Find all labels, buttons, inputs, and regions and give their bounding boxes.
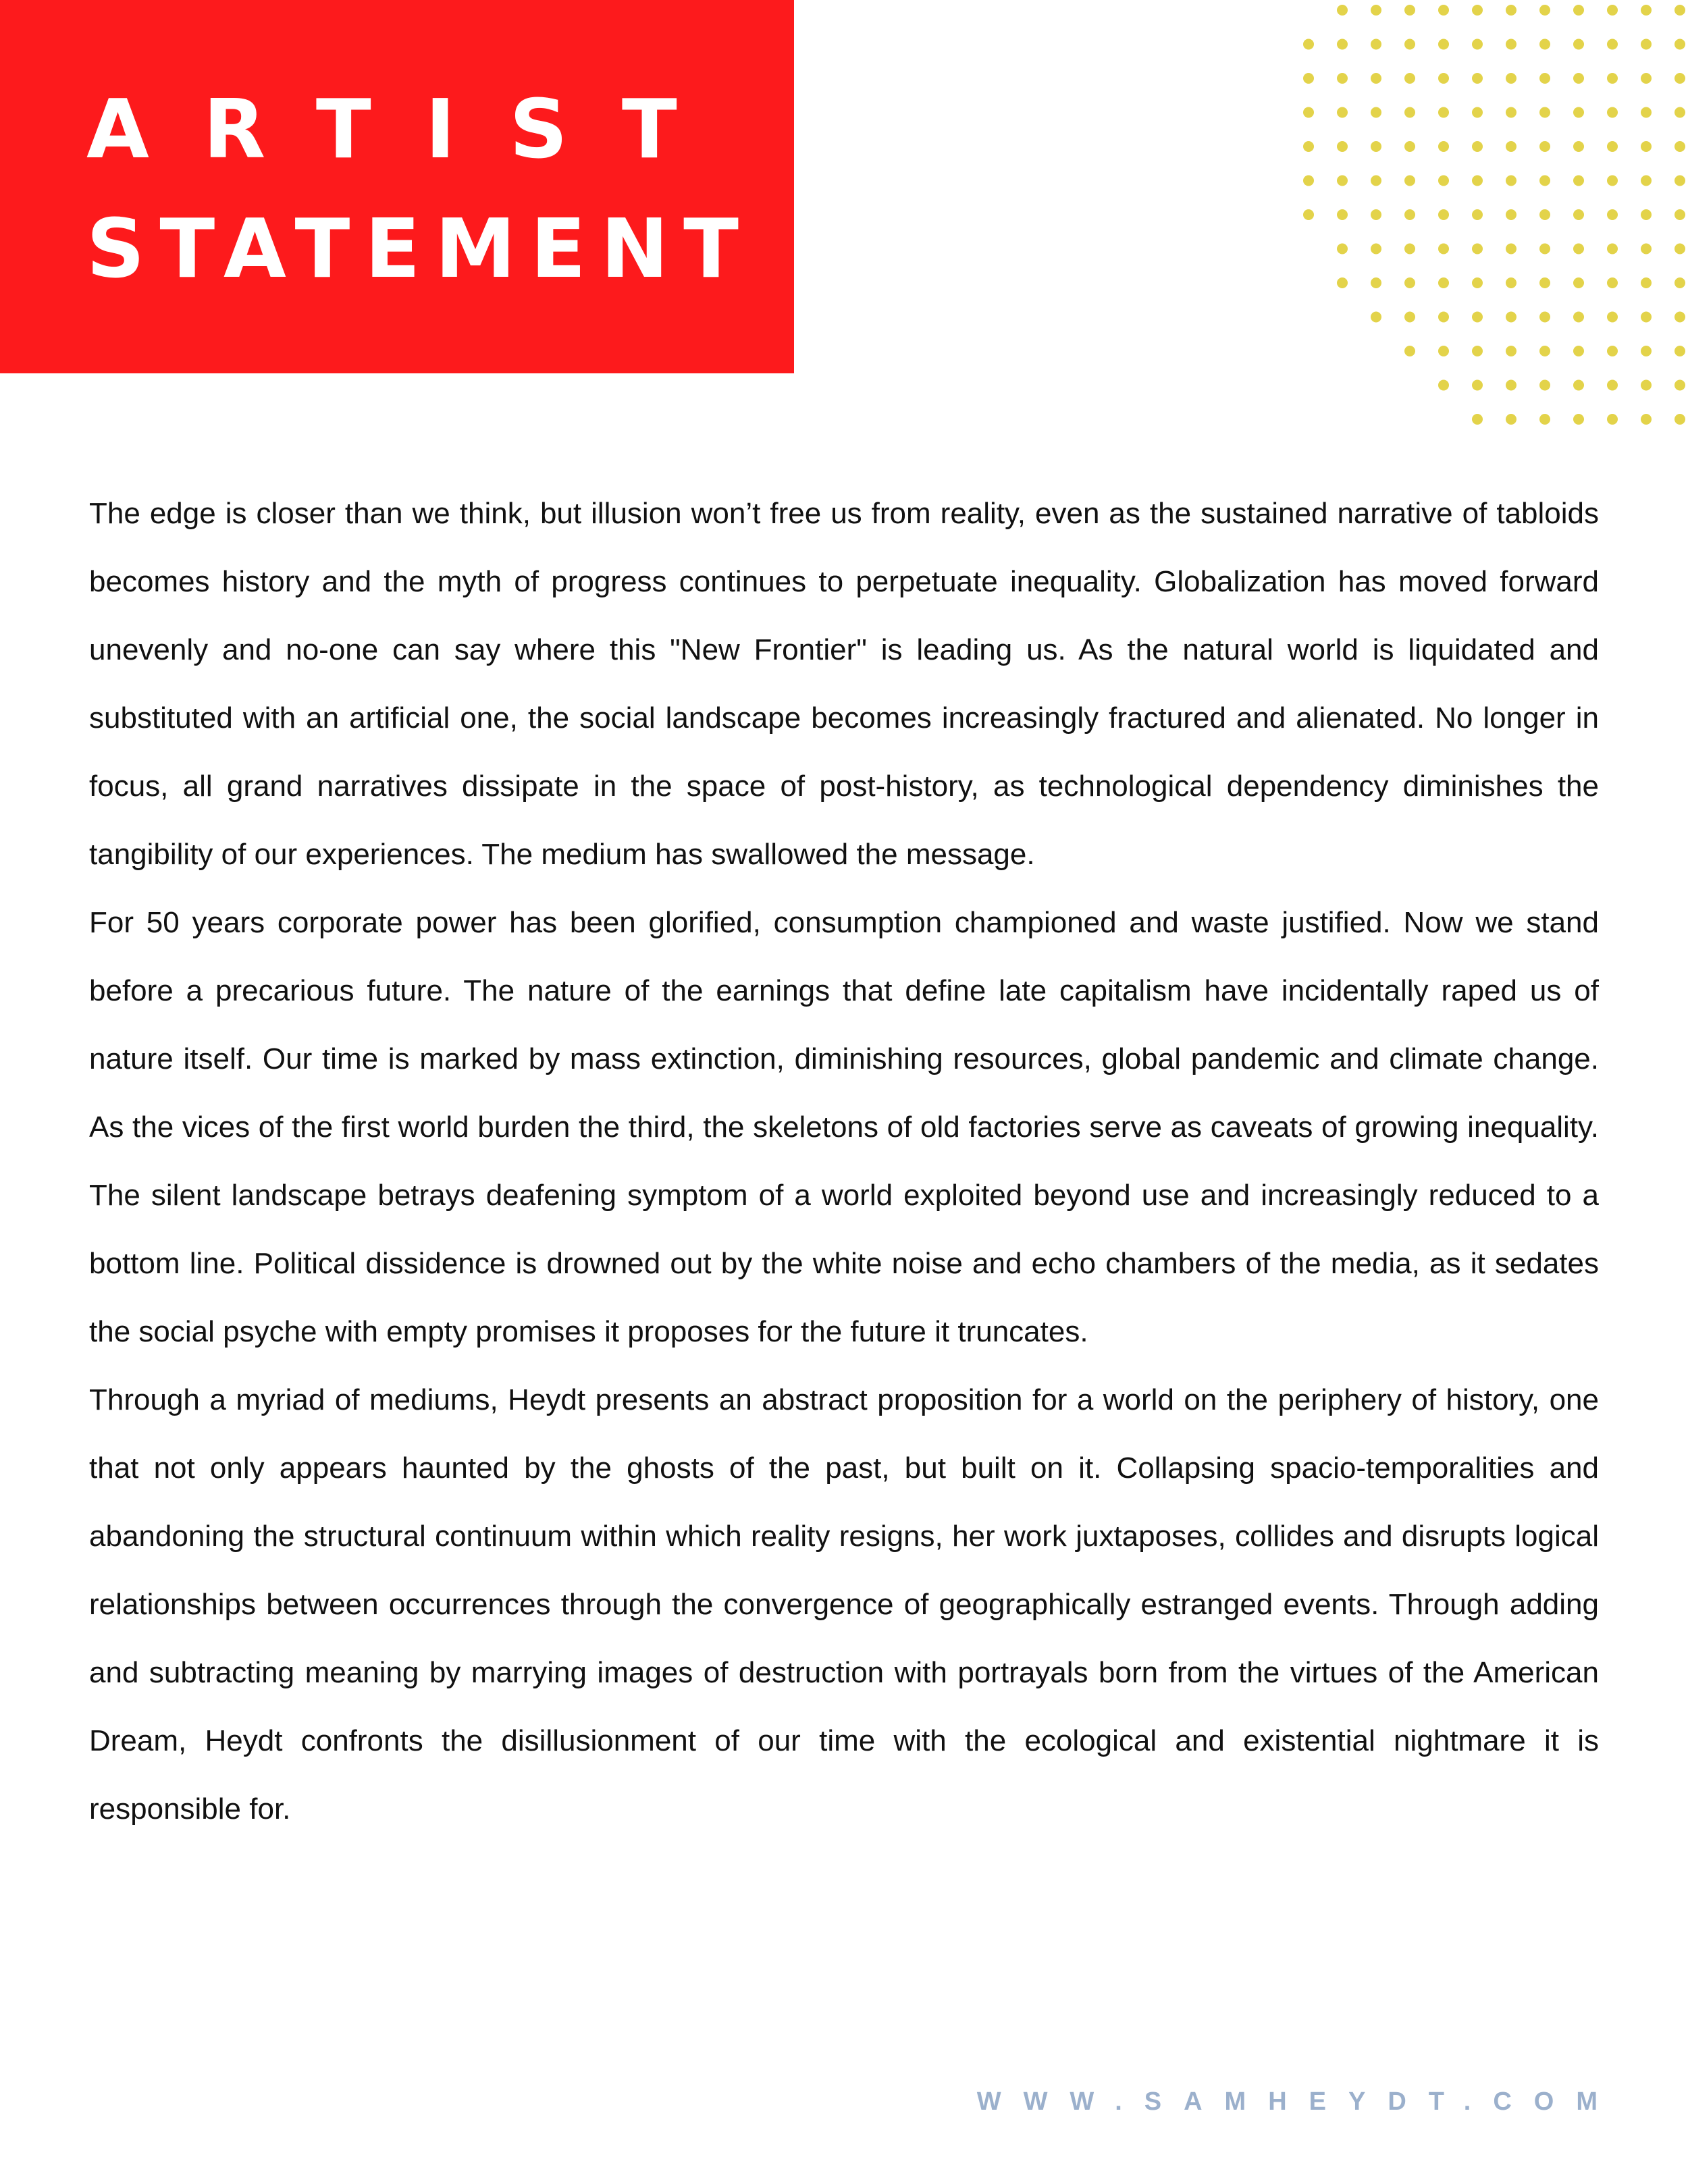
decorative-dot bbox=[1472, 346, 1483, 356]
decorative-dot bbox=[1472, 107, 1483, 118]
decorative-dot bbox=[1674, 209, 1685, 220]
statement-paragraph: For 50 years corporate power has been glorified, consumption championed and waste justified. Now we stand before a precarious future. The nature of the earnings that define late capitalism have incidentally raped us of nature itself. Our time is marked by mass extinction, diminishing resources, global pandemic and climate change. As the vices of the first world burden the third, the skeletons of old factories serve as caveats of growing inequality. The silent landscape betrays deafening symptom of a world exploited beyond use and increasingly reduced to a bottom line. Political dissidence is drowned out by the white noise and echo chambers of the media, as it sedates the social psyche with empty promises it proposes for the future it truncates. bbox=[89, 906, 1599, 1348]
decorative-dot bbox=[1674, 73, 1685, 84]
decorative-dot bbox=[1337, 5, 1348, 16]
decorative-dot bbox=[1438, 312, 1449, 323]
decorative-dot bbox=[1404, 277, 1415, 288]
decorative-dot bbox=[1438, 244, 1449, 255]
decorative-dot bbox=[1506, 73, 1516, 84]
decorative-dot bbox=[1506, 209, 1516, 220]
decorative-dot bbox=[1438, 107, 1449, 118]
decorative-dot bbox=[1607, 312, 1618, 323]
decorative-dot bbox=[1674, 39, 1685, 50]
decorative-dot bbox=[1539, 380, 1550, 391]
decorative-dot bbox=[1337, 209, 1348, 220]
decorative-dot bbox=[1506, 277, 1516, 288]
decorative-dot bbox=[1674, 141, 1685, 152]
title-line-artist: ARTIST bbox=[86, 83, 731, 177]
decorative-dot bbox=[1303, 73, 1314, 84]
decorative-dot bbox=[1472, 5, 1483, 16]
decorative-dot bbox=[1607, 39, 1618, 50]
decorative-dot bbox=[1472, 312, 1483, 323]
decorative-dot bbox=[1303, 141, 1314, 152]
decorative-dot bbox=[1539, 73, 1550, 84]
decorative-dot bbox=[1506, 39, 1516, 50]
decorative-dot bbox=[1573, 346, 1584, 356]
decorative-dot bbox=[1607, 209, 1618, 220]
decorative-dot bbox=[1607, 107, 1618, 118]
decorative-dot bbox=[1371, 277, 1381, 288]
decorative-dot bbox=[1337, 141, 1348, 152]
decorative-dot bbox=[1438, 73, 1449, 84]
decorative-dot bbox=[1674, 312, 1685, 323]
decorative-dot bbox=[1404, 5, 1415, 16]
decorative-dot bbox=[1607, 5, 1618, 16]
decorative-dot bbox=[1607, 176, 1618, 186]
decorative-dot bbox=[1573, 312, 1584, 323]
decorative-dot bbox=[1472, 380, 1483, 391]
decorative-dot bbox=[1404, 39, 1415, 50]
decorative-dot bbox=[1641, 73, 1652, 84]
decorative-dot bbox=[1573, 141, 1584, 152]
decorative-dot bbox=[1573, 39, 1584, 50]
decorative-dot bbox=[1337, 39, 1348, 50]
decorative-dot bbox=[1539, 414, 1550, 425]
decorative-dot bbox=[1674, 244, 1685, 255]
decorative-dot bbox=[1573, 5, 1584, 16]
decorative-dot bbox=[1472, 39, 1483, 50]
decorative-dot bbox=[1539, 244, 1550, 255]
decorative-dot bbox=[1371, 73, 1381, 84]
decorative-dot bbox=[1404, 209, 1415, 220]
title-line-statement: STATEMENT bbox=[86, 203, 754, 296]
decorative-dot bbox=[1641, 244, 1652, 255]
statement-paragraph: Through a myriad of mediums, Heydt presents an abstract proposition for a world on the periphery of history, one that not only appears haunted by the ghosts of the past, but built on it. Collapsing spacio-temporalities and abandoning the structural continuum within which reality resigns, her work juxtaposes, collides and disrupts logical relationships between occurrences through the convergence of geographically estranged events. Through adding and subtracting meaning by marrying images of destruction with portrayals born from the virtues of the American Dream, Heydt confronts the disillusionment of our time with the ecological and existential nightmare it is responsible for. bbox=[89, 1383, 1599, 1826]
decorative-dot bbox=[1573, 176, 1584, 186]
decorative-dot bbox=[1303, 176, 1314, 186]
decorative-dot bbox=[1438, 209, 1449, 220]
statement-paragraph: The edge is closer than we think, but illusion won’t free us from reality, even as the sustained narrative of tabloids becomes history and the myth of progress continues to perpetuate inequality. Globalization has moved forward unevenly and no-one can say where this "New Frontier" is leading us. As the natural world is liquidated and substituted with an artificial one, the social landscape becomes increasingly fractured and alienated. No longer in focus, all grand narratives dissipate in the space of post-history, as technological dependency diminishes the tangibility of our experiences. The medium has swallowed the message. bbox=[89, 497, 1599, 871]
decorative-dot bbox=[1607, 244, 1618, 255]
decorative-dot bbox=[1404, 73, 1415, 84]
decorative-dot bbox=[1371, 312, 1381, 323]
decorative-dot bbox=[1472, 73, 1483, 84]
decorative-dot bbox=[1371, 176, 1381, 186]
decorative-dot bbox=[1641, 346, 1652, 356]
decorative-dot bbox=[1371, 244, 1381, 255]
decorative-dot bbox=[1539, 312, 1550, 323]
decorative-dot bbox=[1641, 39, 1652, 50]
decorative-dot bbox=[1641, 176, 1652, 186]
decorative-dot bbox=[1641, 414, 1652, 425]
decorative-dot bbox=[1641, 312, 1652, 323]
decorative-dot bbox=[1539, 176, 1550, 186]
decorative-dot bbox=[1641, 209, 1652, 220]
decorative-dot bbox=[1337, 277, 1348, 288]
decorative-dot bbox=[1641, 277, 1652, 288]
decorative-dot bbox=[1371, 209, 1381, 220]
artist-statement-body bbox=[89, 479, 1599, 1843]
decorative-dot bbox=[1303, 39, 1314, 50]
decorative-dot bbox=[1438, 380, 1449, 391]
decorative-dot bbox=[1506, 244, 1516, 255]
decorative-dot bbox=[1472, 244, 1483, 255]
decorative-dot bbox=[1337, 176, 1348, 186]
decorative-dot bbox=[1404, 176, 1415, 186]
decorative-dot-pattern bbox=[0, 0, 1688, 473]
decorative-dot bbox=[1674, 346, 1685, 356]
decorative-dot bbox=[1539, 209, 1550, 220]
decorative-dot bbox=[1371, 5, 1381, 16]
decorative-dot bbox=[1607, 414, 1618, 425]
decorative-dot bbox=[1506, 312, 1516, 323]
decorative-dot bbox=[1539, 39, 1550, 50]
decorative-dot bbox=[1573, 73, 1584, 84]
decorative-dot bbox=[1573, 277, 1584, 288]
decorative-dot bbox=[1337, 107, 1348, 118]
decorative-dot bbox=[1573, 380, 1584, 391]
decorative-dot bbox=[1607, 277, 1618, 288]
decorative-dot bbox=[1573, 244, 1584, 255]
decorative-dot bbox=[1303, 209, 1314, 220]
decorative-dot bbox=[1438, 5, 1449, 16]
decorative-dot bbox=[1404, 346, 1415, 356]
decorative-dot bbox=[1337, 244, 1348, 255]
decorative-dot bbox=[1506, 5, 1516, 16]
decorative-dot bbox=[1337, 73, 1348, 84]
decorative-dot bbox=[1674, 107, 1685, 118]
decorative-dot bbox=[1438, 39, 1449, 50]
decorative-dot bbox=[1641, 107, 1652, 118]
decorative-dot bbox=[1472, 141, 1483, 152]
decorative-dot bbox=[1472, 209, 1483, 220]
decorative-dot bbox=[1674, 380, 1685, 391]
decorative-dot bbox=[1404, 312, 1415, 323]
decorative-dot bbox=[1539, 107, 1550, 118]
decorative-dot bbox=[1506, 107, 1516, 118]
decorative-dot bbox=[1641, 5, 1652, 16]
decorative-dot bbox=[1438, 277, 1449, 288]
decorative-dot bbox=[1539, 346, 1550, 356]
decorative-dot bbox=[1438, 346, 1449, 356]
decorative-dot bbox=[1674, 277, 1685, 288]
decorative-dot bbox=[1404, 141, 1415, 152]
decorative-dot bbox=[1539, 5, 1550, 16]
decorative-dot bbox=[1674, 414, 1685, 425]
decorative-dot bbox=[1438, 141, 1449, 152]
decorative-dot bbox=[1641, 380, 1652, 391]
decorative-dot bbox=[1371, 107, 1381, 118]
decorative-dot bbox=[1607, 73, 1618, 84]
decorative-dot bbox=[1607, 141, 1618, 152]
decorative-dot bbox=[1404, 244, 1415, 255]
decorative-dot bbox=[1506, 176, 1516, 186]
decorative-dot bbox=[1607, 380, 1618, 391]
decorative-dot bbox=[1506, 380, 1516, 391]
decorative-dot bbox=[1641, 141, 1652, 152]
decorative-dot bbox=[1506, 346, 1516, 356]
website-url: WWW.SAMHEYDT.COM bbox=[976, 2087, 1620, 2116]
decorative-dot bbox=[1472, 277, 1483, 288]
decorative-dot bbox=[1674, 5, 1685, 16]
decorative-dot bbox=[1539, 277, 1550, 288]
decorative-dot bbox=[1539, 141, 1550, 152]
decorative-dot bbox=[1506, 141, 1516, 152]
decorative-dot bbox=[1472, 176, 1483, 186]
decorative-dot bbox=[1404, 107, 1415, 118]
decorative-dot bbox=[1371, 39, 1381, 50]
decorative-dot bbox=[1371, 141, 1381, 152]
decorative-dot bbox=[1303, 107, 1314, 118]
decorative-dot bbox=[1438, 176, 1449, 186]
decorative-dot bbox=[1472, 414, 1483, 425]
decorative-dot bbox=[1573, 209, 1584, 220]
decorative-dot bbox=[1573, 107, 1584, 118]
decorative-dot bbox=[1607, 346, 1618, 356]
decorative-dot bbox=[1573, 414, 1584, 425]
decorative-dot bbox=[1674, 176, 1685, 186]
decorative-dot bbox=[1506, 414, 1516, 425]
